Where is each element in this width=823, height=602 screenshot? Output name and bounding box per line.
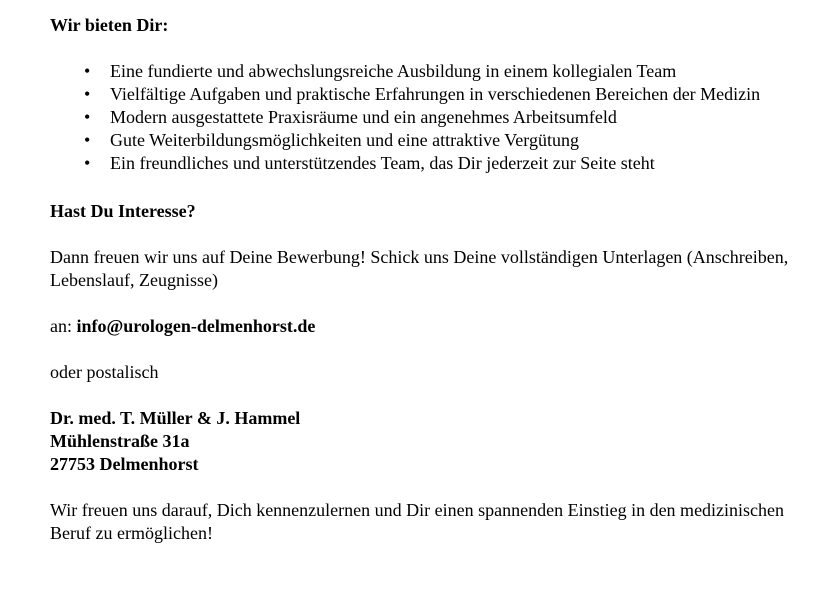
benefit-text: Vielfältige Aufgaben und praktische Erfahrungen in verschiedenen Bereichen der Medizin [110,84,761,104]
address-street: Mühlenstraße 31a [50,431,190,451]
postal-address [50,407,810,476]
email-prefix: an: [50,316,77,336]
job-posting-page [50,14,810,545]
interest-heading: Hast Du Interesse? [50,201,196,221]
list-item [50,106,810,129]
bullet-icon: • [84,61,91,81]
list-item [50,152,810,175]
bullet-icon: • [84,130,91,150]
bullet-icon: • [84,153,91,173]
closing-paragraph: Wir freuen uns darauf, Dich kennenzulernen und Dir einen spannenden Einstieg in den medizinischen Beruf zu ermöglichen! [50,500,785,543]
benefit-text: Ein freundliches und unterstützendes Team, das Dir jederzeit zur Seite steht [110,153,655,173]
offer-heading: Wir bieten Dir: [50,15,169,35]
list-item [50,60,810,83]
postal-intro: oder postalisch [50,362,159,382]
bullet-icon: • [84,84,91,104]
bullet-icon: • [84,107,91,127]
list-item [50,129,810,152]
address-name: Dr. med. T. Müller & J. Hammel [50,408,301,428]
benefit-text: Modern ausgestattete Praxisräume und ein angenehmes Arbeitsumfeld [110,107,617,127]
list-item [50,83,810,106]
benefits-list [50,60,810,175]
email-link[interactable]: info@urologen-delmenhorst.de [76,316,316,336]
benefit-text: Gute Weiterbildungsmöglichkeiten und eine attraktive Vergütung [110,130,579,150]
email-line [50,315,810,338]
address-city: 27753 Delmenhorst [50,454,199,474]
benefit-text: Eine fundierte und abwechslungsreiche Ausbildung in einem kollegialen Team [110,61,677,81]
application-paragraph: Dann freuen wir uns auf Deine Bewerbung! Schick uns Deine vollständigen Unterlagen (Anschreiben, Lebenslauf, Zeugnisse) [50,247,789,290]
